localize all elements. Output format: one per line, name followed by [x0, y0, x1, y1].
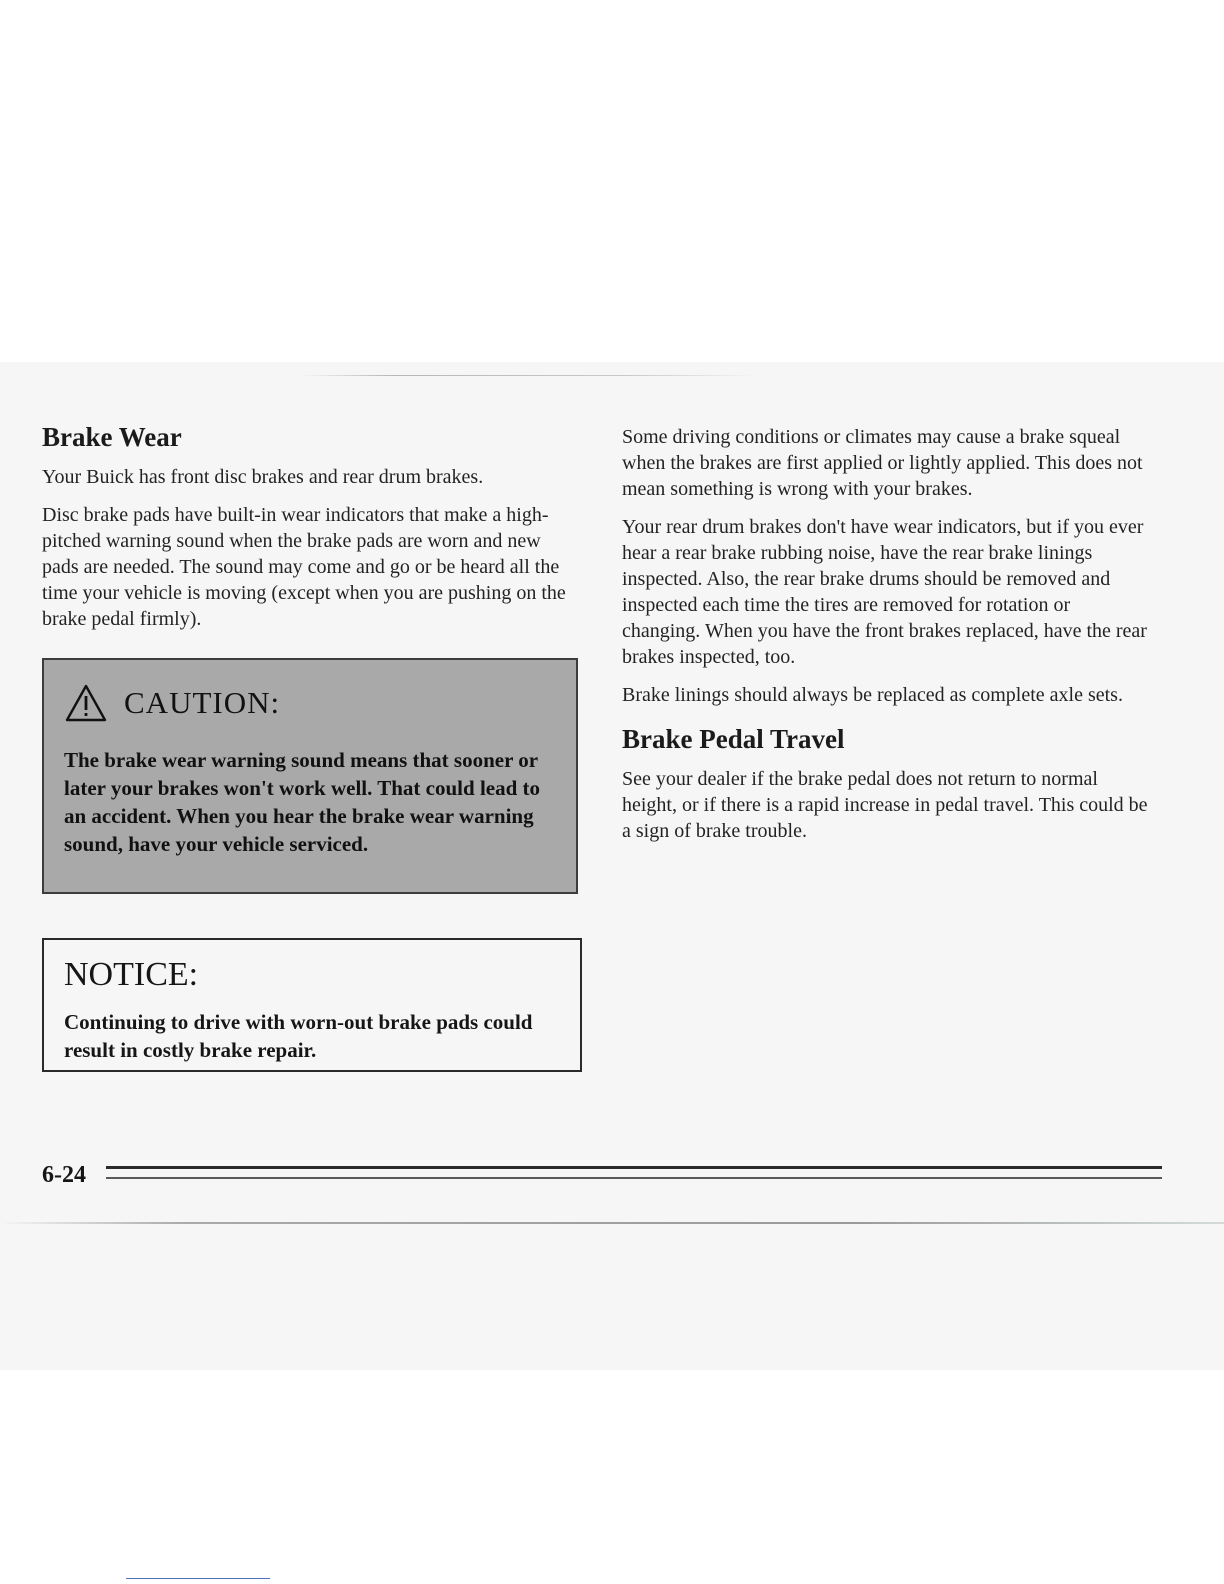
page-number: 6-24: [42, 1162, 86, 1188]
footer-rule-thick: [106, 1166, 1162, 1169]
notice-body: Continuing to drive with worn-out brake pads could result in costly brake repair.: [64, 1010, 533, 1062]
top-divider: [300, 375, 760, 376]
left-column: [42, 420, 582, 644]
brake-wear-intro: Your Buick has front disc brakes and rear drum brakes.: [42, 466, 484, 488]
notice-title: NOTICE:: [64, 956, 199, 993]
brake-squeal-text: Some driving conditions or climates may cause a brake squeal when the brakes are first applied or lightly applied. This does not mean something is wrong with your brakes.: [622, 426, 1143, 500]
link-underline: [126, 1578, 270, 1579]
brake-linings-text: Brake linings should always be replaced as complete axle sets.: [622, 684, 1123, 706]
caution-header: [64, 678, 556, 728]
caution-title: CAUTION:: [124, 685, 281, 720]
caution-box: [42, 658, 578, 894]
brake-pedal-travel-text: See your dealer if the brake pedal does not return to normal height, or if there is a rapid increase in pedal travel. This could be a sign of brake trouble.: [622, 768, 1148, 842]
rear-drum-brakes-text: Your rear drum brakes don't have wear indicators, but if you ever hear a rear brake rubbing noise, have the rear brake linings inspected. Also, the rear brake drums should be removed and inspected each time the tires are removed for rotation or changing. When you have the front brakes replaced, have the rear brakes inspected, too.: [622, 516, 1147, 668]
notice-box: [42, 938, 582, 1072]
right-column: [622, 424, 1152, 856]
brake-pedal-travel-heading: Brake Pedal Travel: [622, 724, 845, 754]
brake-wear-indicators-text: Disc brake pads have built-in wear indicators that make a high-pitched warning sound when the brake pads are worn and new pads are needed. The sound may come and go or be heard all the time your vehicle is moving (except when you are pushing on the brake pedal firmly).: [42, 504, 566, 630]
warning-triangle-icon: [64, 683, 108, 723]
footer-rule-thin: [106, 1177, 1162, 1179]
brake-wear-heading: Brake Wear: [42, 422, 182, 452]
caution-body: The brake wear warning sound means that sooner or later your brakes won't work well. That could lead to an accident. When you hear the brake wear warning sound, have your vehicle serviced.: [64, 748, 541, 856]
bottom-divider: [0, 1222, 1224, 1224]
